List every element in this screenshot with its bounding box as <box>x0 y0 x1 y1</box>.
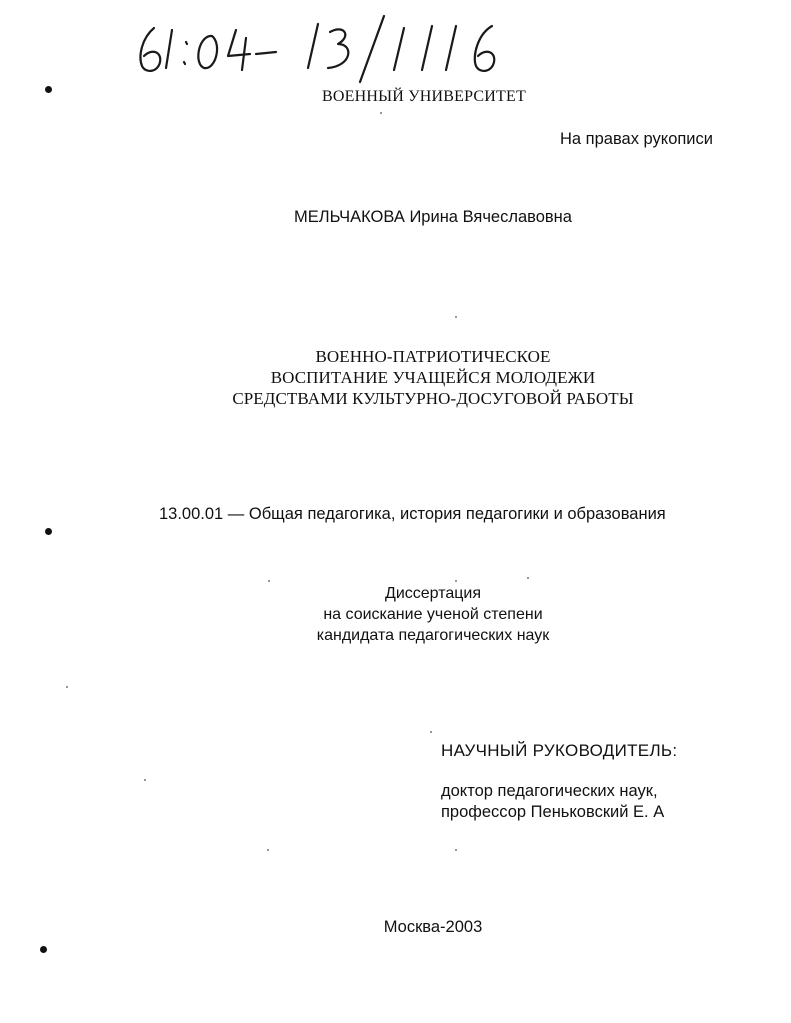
scan-speck <box>267 849 269 851</box>
title-line: СРЕДСТВАМИ КУЛЬТУРНО-ДОСУГОВОЙ РАБОТЫ <box>232 389 634 408</box>
handwritten-archive-number <box>132 14 512 84</box>
supervisor-degree: доктор педагогических наук, <box>441 782 658 800</box>
title-line: ВОСПИТАНИЕ УЧАЩЕЙСЯ МОЛОДЕЖИ <box>270 368 596 387</box>
author-name: МЕЛЬЧАКОВА Ирина Вячеславовна <box>294 208 572 226</box>
punch-hole-mark <box>45 528 52 535</box>
scan-speck <box>455 580 457 582</box>
degree-line: Диссертация <box>384 585 482 602</box>
scan-speck <box>66 686 68 688</box>
punch-hole-mark <box>40 946 47 953</box>
supervisor-heading: НАУЧНЫЙ РУКОВОДИТЕЛЬ: <box>441 741 678 760</box>
punch-hole-mark <box>45 86 52 93</box>
scan-speck <box>380 112 382 114</box>
university-name: ВОЕННЫЙ УНИВЕРСИТЕТ <box>322 88 526 105</box>
title-line: ВОЕННО-ПАТРИОТИЧЕСКОЕ <box>315 347 551 366</box>
supervisor-name: профессор Пеньковский Е. А <box>441 803 665 821</box>
scan-speck <box>144 779 146 781</box>
city-year: Москва-2003 <box>383 918 483 936</box>
manuscript-rights-note: На правах рукописи <box>560 130 713 148</box>
scan-speck <box>527 577 529 579</box>
scan-speck <box>268 580 270 582</box>
scan-speck <box>455 849 457 851</box>
dissertation-title <box>0 346 791 409</box>
supervisor-details <box>441 781 664 823</box>
scan-speck <box>430 731 432 733</box>
degree-statement <box>0 583 791 646</box>
degree-line: на соискание ученой степени <box>323 606 543 623</box>
scan-speck <box>455 316 457 318</box>
degree-line: кандидата педагогических наук <box>316 627 550 644</box>
specialty-code: 13.00.01 — Общая педагогика, история педагогики и образования <box>159 505 666 523</box>
